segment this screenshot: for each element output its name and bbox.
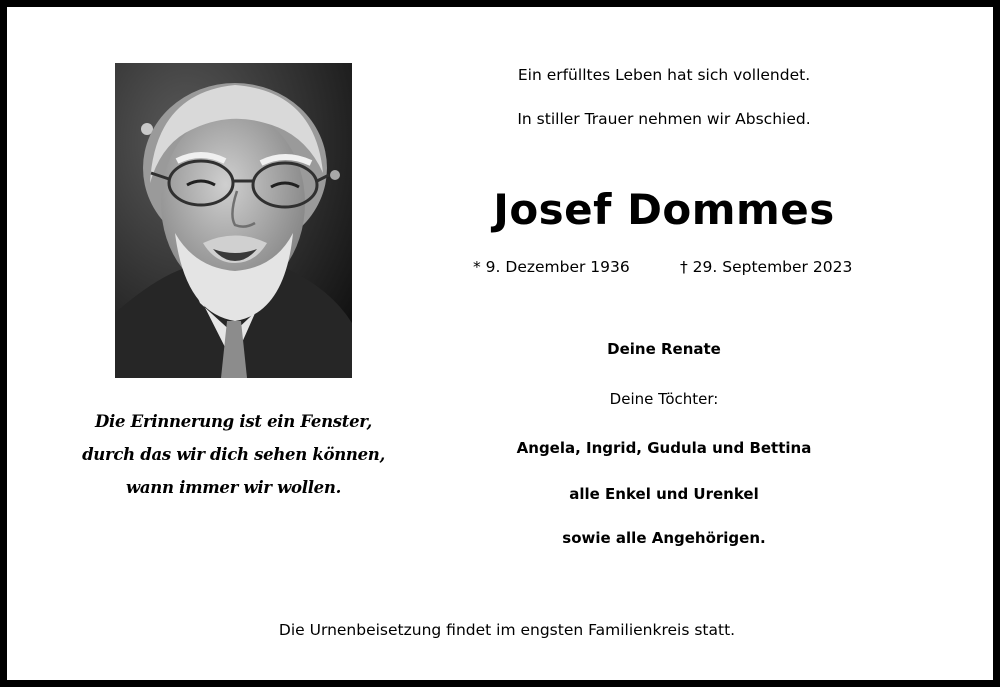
quote-line: durch das wir dich sehen können,: [82, 445, 385, 464]
portrait-illustration: [115, 63, 352, 378]
mourner-line: alle Enkel und Urenkel: [569, 485, 759, 503]
memorial-quote: [67, 405, 400, 504]
mourner-line: Angela, Ingrid, Gudula und Bettina: [516, 439, 812, 457]
death-date: † 29. September 2023: [680, 258, 853, 276]
mourner-line: sowie alle Angehörigen.: [562, 529, 766, 547]
birth-date: * 9. Dezember 1936: [473, 258, 630, 276]
quote-line: wann immer wir wollen.: [125, 478, 342, 497]
intro-line: In stiller Trauer nehmen wir Abschied.: [517, 110, 811, 128]
deceased-name: Josef Dommes: [493, 185, 835, 234]
portrait-photo: [115, 63, 352, 378]
quote-line: Die Erinnerung ist ein Fenster,: [95, 412, 372, 431]
footer-note: Die Urnenbeisetzung findet im engsten Familienkreis statt.: [278, 621, 736, 639]
mourner-line: Deine Renate: [607, 340, 721, 358]
mourner-line: Deine Töchter:: [609, 390, 719, 408]
intro-line: Ein erfülltes Leben hat sich vollendet.: [517, 66, 811, 84]
